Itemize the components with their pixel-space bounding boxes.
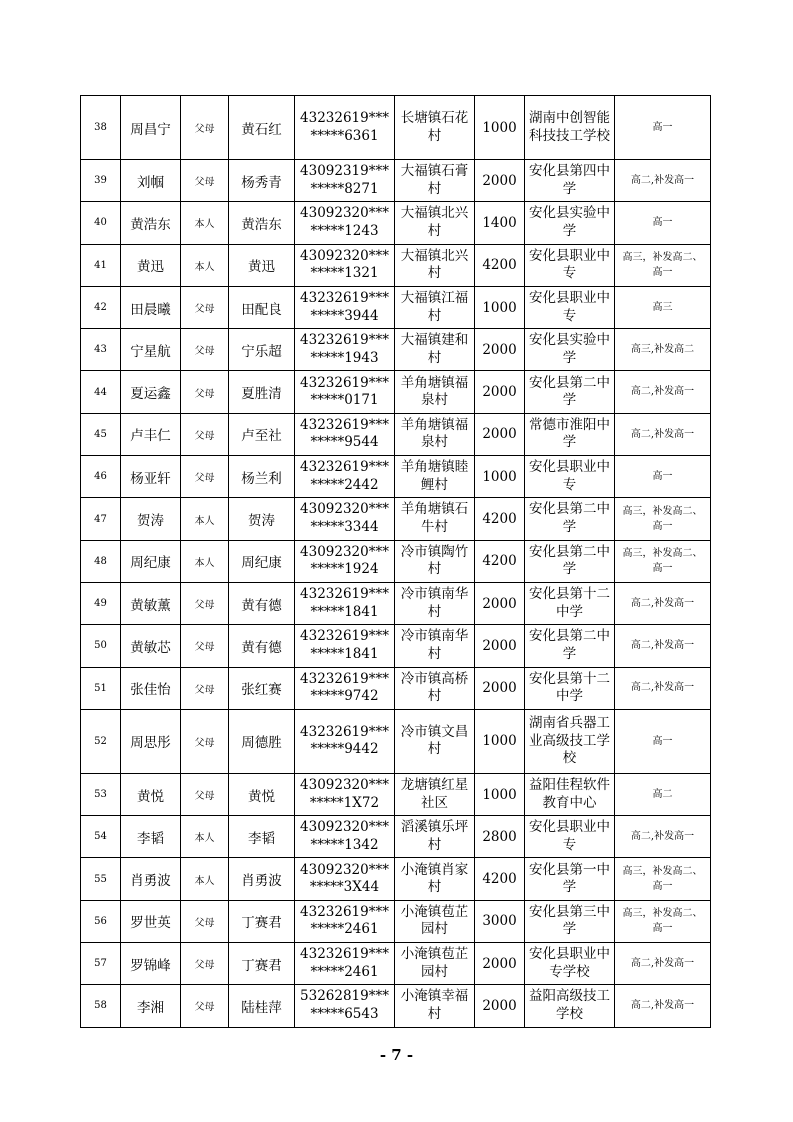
table-row [81,985,711,1027]
guardian-name-cell: 黄有德 [229,625,295,667]
guardian-name-cell: 黄石红 [229,96,295,160]
school-cell: 安化县第二中学 [525,540,615,582]
address-cell: 大福镇石膏村 [395,160,475,202]
id-number-line-2: *****9742 [310,688,379,705]
grade-cell: 高三 [615,286,711,328]
address-cell: 小淹镇幸福村 [395,985,475,1027]
school-cell: 安化县实验中学 [525,202,615,244]
id-number-line-1: 43232619*** [300,946,389,963]
id-number-line-1: 43232619*** [300,459,389,476]
table-row [81,286,711,328]
id-number-line-1: 43232619*** [300,723,389,740]
id-number-line-2: *****9544 [310,434,379,451]
guardian-name-cell: 贺涛 [229,498,295,540]
table-row [81,413,711,455]
amount-cell: 2000 [475,625,525,667]
id-number-line-2: *****6543 [310,1005,379,1022]
amount-cell: 2000 [475,329,525,371]
guardian-name-cell: 黄有德 [229,582,295,624]
amount-cell: 2000 [475,985,525,1027]
amount-cell: 2000 [475,371,525,413]
amount-cell: 2000 [475,160,525,202]
student-name-cell: 宁星航 [121,329,181,371]
id-number-line-1: 43232619*** [300,903,389,920]
amount-cell: 1000 [475,96,525,160]
id-number-line-1: 43092320*** [300,776,389,793]
grade-cell: 高二,补发高一 [615,413,711,455]
guardian-name-cell: 黄悦 [229,773,295,815]
relation-cell: 父母 [181,329,229,371]
relation-cell: 父母 [181,943,229,985]
table-row [81,244,711,286]
table-body [81,96,711,1028]
table-row [81,625,711,667]
id-number-line-2: *****1342 [310,836,379,853]
school-cell: 安化县第四中学 [525,160,615,202]
relation-cell: 本人 [181,498,229,540]
school-cell: 益阳高级技工学校 [525,985,615,1027]
table-row [81,96,711,160]
grade-cell: 高二,补发高一 [615,985,711,1027]
row-index-cell: 58 [81,985,121,1027]
amount-cell: 4200 [475,244,525,286]
amount-cell: 2000 [475,943,525,985]
id-number-line-2: *****6361 [310,127,379,144]
id-number-line-1: 53262819*** [300,988,389,1005]
guardian-name-cell: 黄浩东 [229,202,295,244]
id-number-cell [295,286,395,328]
id-number-cell [295,625,395,667]
student-name-cell: 田晨曦 [121,286,181,328]
id-number-line-2: *****2442 [310,476,379,493]
id-number-cell [295,202,395,244]
table-row [81,816,711,858]
school-cell: 常德市淮阳中学 [525,413,615,455]
table-row [81,202,711,244]
relation-cell: 父母 [181,773,229,815]
school-cell: 湖南中创智能科技技工学校 [525,96,615,160]
amount-cell: 2000 [475,582,525,624]
guardian-name-cell: 夏胜清 [229,371,295,413]
id-number-line-2: *****2461 [310,921,379,938]
student-name-cell: 杨亚轩 [121,456,181,498]
id-number-line-2: *****1943 [310,349,379,366]
student-name-cell: 黄敏薰 [121,582,181,624]
id-number-cell [295,816,395,858]
student-name-cell: 周思彤 [121,709,181,773]
id-number-line-1: 43232619*** [300,586,389,603]
row-index-cell: 47 [81,498,121,540]
school-cell: 安化县第十二中学 [525,667,615,709]
id-number-cell [295,244,395,286]
relation-cell: 父母 [181,985,229,1027]
table-row [81,498,711,540]
row-index-cell: 51 [81,667,121,709]
relation-cell: 本人 [181,816,229,858]
grade-cell: 高三，补发高二、高一 [615,900,711,942]
table-row [81,858,711,900]
address-cell: 大福镇建和村 [395,329,475,371]
row-index-cell: 45 [81,413,121,455]
student-name-cell: 黄悦 [121,773,181,815]
table-row [81,160,711,202]
guardian-name-cell: 黄迅 [229,244,295,286]
page-number: - 7 - [379,1046,414,1064]
id-number-line-1: 43092320*** [300,205,389,222]
relation-cell: 父母 [181,900,229,942]
relation-cell: 父母 [181,371,229,413]
id-number-cell [295,498,395,540]
grade-cell: 高二,补发高一 [615,371,711,413]
id-number-line-2: *****1924 [310,561,379,578]
id-number-line-2: *****1841 [310,603,379,620]
student-name-cell: 黄敏芯 [121,625,181,667]
school-cell: 安化县职业中专 [525,286,615,328]
school-cell: 安化县第二中学 [525,625,615,667]
grade-cell: 高二,补发高一 [615,625,711,667]
grade-cell: 高三，补发高二、高一 [615,244,711,286]
row-index-cell: 42 [81,286,121,328]
student-name-cell: 贺涛 [121,498,181,540]
address-cell: 冷市镇高桥村 [395,667,475,709]
id-number-cell [295,985,395,1027]
grade-cell: 高二 [615,773,711,815]
row-index-cell: 43 [81,329,121,371]
id-number-line-1: 43232619*** [300,416,389,433]
address-cell: 小淹镇肖家村 [395,858,475,900]
row-index-cell: 53 [81,773,121,815]
id-number-cell [295,371,395,413]
address-cell: 羊角塘镇石牛村 [395,498,475,540]
id-number-line-1: 43092319*** [300,163,389,180]
grade-cell: 高三，补发高二、高一 [615,858,711,900]
amount-cell: 1000 [475,286,525,328]
address-cell: 小淹镇苞芷园村 [395,900,475,942]
address-cell: 冷市镇南华村 [395,582,475,624]
guardian-name-cell: 杨秀青 [229,160,295,202]
id-number-line-1: 43092320*** [300,861,389,878]
student-name-cell: 周纪康 [121,540,181,582]
id-number-cell [295,582,395,624]
student-name-cell: 刘帼 [121,160,181,202]
row-index-cell: 49 [81,582,121,624]
address-cell: 冷市镇文昌村 [395,709,475,773]
guardian-name-cell: 周德胜 [229,709,295,773]
id-number-line-2: *****1321 [310,265,379,282]
school-cell: 安化县第二中学 [525,371,615,413]
address-cell: 羊角塘镇福泉村 [395,413,475,455]
id-number-line-2: *****3944 [310,307,379,324]
grade-cell: 高三,补发高二 [615,329,711,371]
table-row [81,540,711,582]
row-index-cell: 40 [81,202,121,244]
subsidy-recipient-table [80,95,711,1028]
id-number-cell [295,858,395,900]
relation-cell: 本人 [181,540,229,582]
amount-cell: 2000 [475,413,525,455]
address-cell: 大福镇北兴村 [395,202,475,244]
amount-cell: 2000 [475,667,525,709]
guardian-name-cell: 田配良 [229,286,295,328]
id-number-line-1: 43232619*** [300,109,389,126]
table-row [81,667,711,709]
school-cell: 安化县第二中学 [525,498,615,540]
table-row [81,371,711,413]
student-name-cell: 夏运鑫 [121,371,181,413]
grade-cell: 高二,补发高一 [615,816,711,858]
table-row [81,900,711,942]
table-row [81,582,711,624]
relation-cell: 父母 [181,667,229,709]
address-cell: 小淹镇苞芷园村 [395,943,475,985]
guardian-name-cell: 周纪康 [229,540,295,582]
row-index-cell: 38 [81,96,121,160]
id-number-line-1: 43232619*** [300,332,389,349]
amount-cell: 1000 [475,709,525,773]
id-number-cell [295,160,395,202]
address-cell: 长塘镇石花村 [395,96,475,160]
school-cell: 安化县职业中专 [525,816,615,858]
school-cell: 湖南省兵器工业高级技工学校 [525,709,615,773]
row-index-cell: 48 [81,540,121,582]
amount-cell: 4200 [475,540,525,582]
id-number-line-2: *****2461 [310,963,379,980]
address-cell: 羊角塘镇福泉村 [395,371,475,413]
row-index-cell: 54 [81,816,121,858]
id-number-line-1: 43092320*** [300,543,389,560]
student-name-cell: 卢丰仁 [121,413,181,455]
id-number-cell [295,456,395,498]
id-number-line-2: *****1841 [310,645,379,662]
grade-cell: 高三，补发高二、高一 [615,498,711,540]
relation-cell: 父母 [181,625,229,667]
table-row [81,943,711,985]
id-number-line-2: *****3X44 [309,879,380,896]
row-index-cell: 39 [81,160,121,202]
relation-cell: 父母 [181,160,229,202]
id-number-line-1: 43092320*** [300,501,389,518]
amount-cell: 1000 [475,773,525,815]
grade-cell: 高一 [615,96,711,160]
student-name-cell: 肖勇波 [121,858,181,900]
row-index-cell: 55 [81,858,121,900]
guardian-name-cell: 杨兰利 [229,456,295,498]
student-name-cell: 黄迅 [121,244,181,286]
id-number-line-2: *****9442 [310,741,379,758]
grade-cell: 高二,补发高一 [615,667,711,709]
id-number-cell [295,540,395,582]
relation-cell: 父母 [181,96,229,160]
row-index-cell: 44 [81,371,121,413]
address-cell: 大福镇北兴村 [395,244,475,286]
id-number-cell [295,413,395,455]
guardian-name-cell: 陆桂萍 [229,985,295,1027]
table-row [81,456,711,498]
id-number-line-2: *****1X72 [309,794,380,811]
guardian-name-cell: 丁赛君 [229,943,295,985]
id-number-cell [295,709,395,773]
amount-cell: 1400 [475,202,525,244]
guardian-name-cell: 张红赛 [229,667,295,709]
id-number-line-1: 43232619*** [300,628,389,645]
relation-cell: 父母 [181,413,229,455]
student-name-cell: 李韬 [121,816,181,858]
grade-cell: 高一 [615,456,711,498]
school-cell: 安化县职业中专 [525,456,615,498]
id-number-line-1: 43092320*** [300,819,389,836]
id-number-line-2: *****3344 [310,519,379,536]
id-number-cell [295,943,395,985]
address-cell: 冷市镇陶竹村 [395,540,475,582]
amount-cell: 2800 [475,816,525,858]
grade-cell: 高二,补发高一 [615,582,711,624]
row-index-cell: 50 [81,625,121,667]
table-row [81,709,711,773]
address-cell: 羊角塘镇睦鲤村 [395,456,475,498]
id-number-cell [295,900,395,942]
relation-cell: 父母 [181,582,229,624]
address-cell: 大福镇江福村 [395,286,475,328]
grade-cell: 高三，补发高二、高一 [615,540,711,582]
relation-cell: 父母 [181,709,229,773]
school-cell: 益阳佳程软件教育中心 [525,773,615,815]
relation-cell: 父母 [181,456,229,498]
id-number-cell [295,773,395,815]
address-cell: 冷市镇南华村 [395,625,475,667]
id-number-line-1: 43232619*** [300,670,389,687]
id-number-line-2: *****0171 [310,392,379,409]
amount-cell: 4200 [475,498,525,540]
relation-cell: 本人 [181,858,229,900]
id-number-line-2: *****1243 [310,222,379,239]
amount-cell: 4200 [475,858,525,900]
amount-cell: 3000 [475,900,525,942]
student-name-cell: 罗锦峰 [121,943,181,985]
grade-cell: 高二,补发高一 [615,160,711,202]
row-index-cell: 41 [81,244,121,286]
student-name-cell: 周昌宁 [121,96,181,160]
grade-cell: 高二,补发高一 [615,943,711,985]
relation-cell: 本人 [181,202,229,244]
table-row [81,773,711,815]
school-cell: 安化县第十二中学 [525,582,615,624]
id-number-line-1: 43232619*** [300,374,389,391]
school-cell: 安化县职业中专 [525,244,615,286]
id-number-cell [295,329,395,371]
school-cell: 安化县第三中学 [525,900,615,942]
student-name-cell: 李湘 [121,985,181,1027]
table-row [81,329,711,371]
address-cell: 龙塘镇红星社区 [395,773,475,815]
address-cell: 滔溪镇乐坪村 [395,816,475,858]
relation-cell: 父母 [181,286,229,328]
guardian-name-cell: 李韬 [229,816,295,858]
grade-cell: 高一 [615,709,711,773]
row-index-cell: 46 [81,456,121,498]
student-name-cell: 张佳怡 [121,667,181,709]
id-number-line-1: 43232619*** [300,289,389,306]
grade-cell: 高一 [615,202,711,244]
id-number-line-1: 43092320*** [300,247,389,264]
guardian-name-cell: 丁赛君 [229,900,295,942]
student-name-cell: 黄浩东 [121,202,181,244]
row-index-cell: 57 [81,943,121,985]
relation-cell: 本人 [181,244,229,286]
school-cell: 安化县实验中学 [525,329,615,371]
student-name-cell: 罗世英 [121,900,181,942]
row-index-cell: 56 [81,900,121,942]
guardian-name-cell: 宁乐超 [229,329,295,371]
guardian-name-cell: 肖勇波 [229,858,295,900]
row-index-cell: 52 [81,709,121,773]
school-cell: 安化县职业中专学校 [525,943,615,985]
id-number-cell [295,96,395,160]
id-number-line-2: *****8271 [310,180,379,197]
school-cell: 安化县第一中学 [525,858,615,900]
guardian-name-cell: 卢至社 [229,413,295,455]
amount-cell: 1000 [475,456,525,498]
id-number-cell [295,667,395,709]
